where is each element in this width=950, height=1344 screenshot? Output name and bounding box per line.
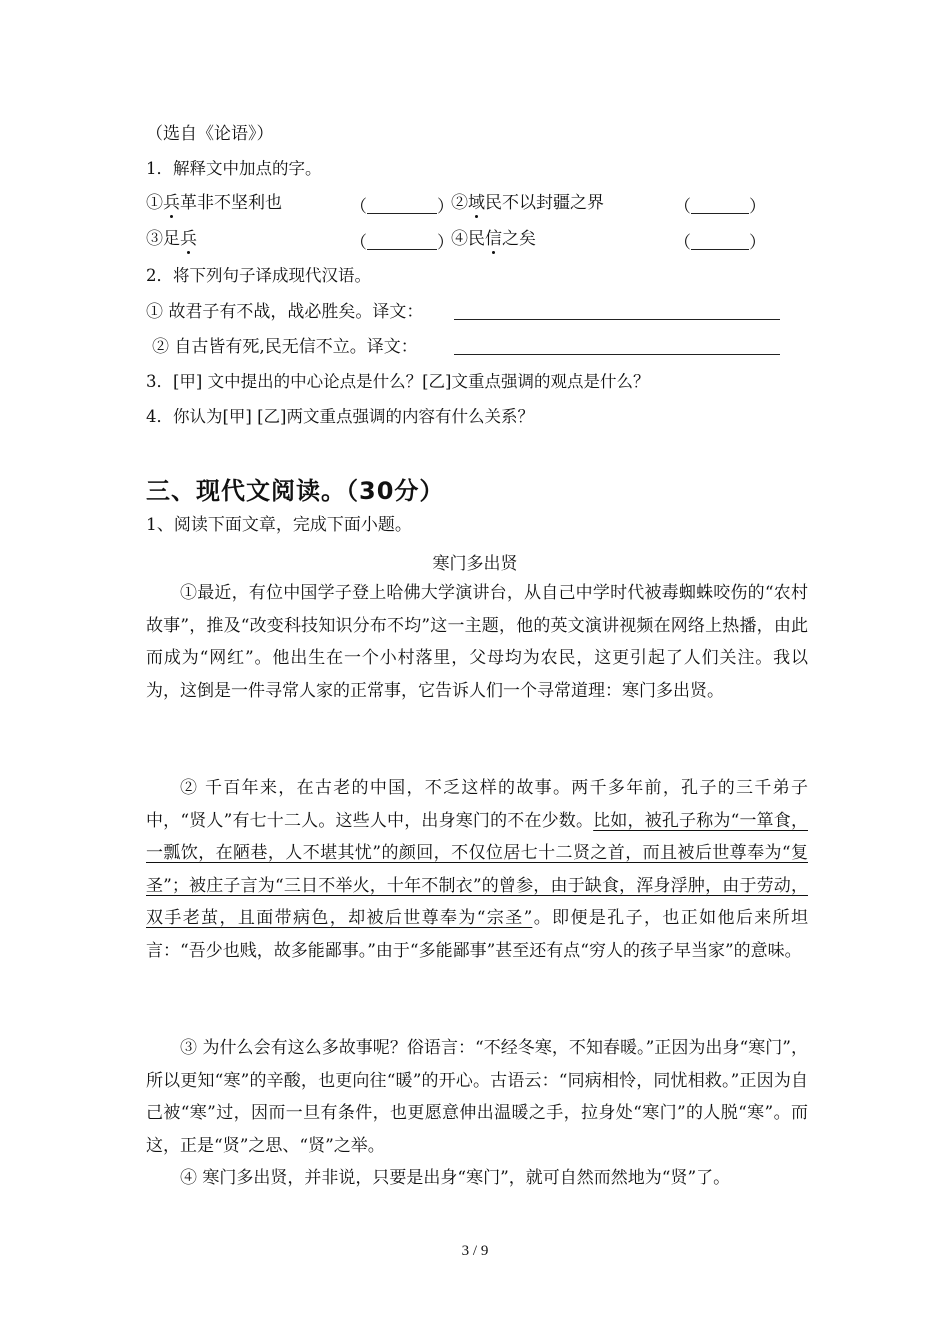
answer-blank-3[interactable]: （ ） — [350, 233, 454, 253]
paragraph-3: ③ 为什么会有这么多故事呢？俗语言：“不经冬寒，不知春暖。”正因为出身“寒门”，所以更知“寒”的辛酸，也更向往“暖”的开心。古语云：“同病相怜，同忧相救。”正因为自己被“寒”过，因而一旦有条件，也更愿意伸出温暖之手，拉身处“寒门”的人脱“寒”。而这，正是“贤”之思、“贤”之举。 — [146, 1038, 808, 1156]
answer-blank-1[interactable]: （ ） — [350, 197, 454, 217]
section-heading: 三、现代文阅读。（30分） — [146, 477, 445, 505]
question-2-text: 2．将下列句子译成现代汉语。 — [146, 266, 371, 285]
q1-item-3: ③足兵 — [146, 229, 197, 249]
dotted-char: 域 — [468, 193, 485, 213]
article-title: 寒门多出贤 — [432, 554, 518, 574]
answer-blank-4[interactable]: （ ） — [674, 233, 766, 253]
dotted-char: 兵 — [163, 193, 180, 213]
paragraph-1: ①最近，有位中国学子登上哈佛大学演讲台，从自己中学时代被毒蜘蛛咬伤的“农村故事”，推及“改变科技知识分布不均”这一主题，他的英文演讲视频在网络上热播，由此而成为“网红”。他出生在一个小村落里，父母均为农民，这更引起了人们关注。我以为，这倒是一件寻常人家的正常事，它告诉人们一个寻常道理：寒门多出贤。 — [146, 583, 808, 701]
source-note: （选自《论语》） — [146, 124, 274, 144]
q2-sentence-2: ② 自古皆有死,民无信不立。译文： — [152, 337, 418, 357]
question-3-text: 3．[甲] 文中提出的中心论点是什么？[乙]文重点强调的观点是什么？ — [146, 372, 650, 391]
translation-line-2[interactable] — [454, 354, 780, 355]
page-number: 3 / 9 — [461, 1243, 489, 1259]
dotted-char: 信 — [485, 229, 502, 249]
paragraph-2: ② 千百年来，在古老的中国，不乏这样的故事。两千多年前，孔子的三千弟子中，“贤人”有七十二人。这些人中，出身寒门的不在少数。比如，被孔子称为“一箪食，一瓢饮，在陋巷，人不堪其忧”的颜回，不仅位居七十二贤之首，而且被后世尊奉为“复圣”；被庄子言为“三日不举火，十年不制衣”的曾参，由于缺食，浑身浮肿，由于劳动，双手老茧，且面带病色，却被后世尊奉为“宗圣”。即便是孔子，也正如他后来所坦言：“吾少也贱，故多能鄙事。”由于“多能鄙事”甚至还有点“穷人的孩子早当家”的意味。 — [146, 778, 808, 961]
q2-sentence-1: ① 故君子有不战，战必胜矣。译文： — [146, 302, 424, 322]
underlined-passage: 比如，被孔子称为“一箪食，一瓢饮，在陋巷，人不堪其忧”的颜回，不仅位居七十二贤之首，而且被后世尊奉为“复圣”；被庄子言为“三日不举火，十年不制衣”的曾参，由于缺食，浑身浮肿，由于劳动，双手老茧，且面带病色，却被后世尊奉为“宗圣” — [146, 810, 808, 928]
dotted-char: 兵 — [180, 229, 197, 249]
q1-item-2: ②域民不以封疆之界 — [451, 193, 604, 213]
question-1-text: 1．解释文中加点的字。 — [146, 159, 322, 178]
answer-blank-2[interactable]: （ ） — [674, 197, 766, 217]
question-4-text: 4．你认为[甲] [乙]两文重点强调的内容有什么关系？ — [146, 407, 534, 426]
translation-line-1[interactable] — [454, 319, 780, 320]
q1-item-4: ④民信之矣 — [451, 229, 536, 249]
section-instruction: 1、阅读下面文章，完成下面小题。 — [146, 515, 412, 535]
paragraph-4: ④ 寒门多出贤，并非说，只要是出身“寒门”，就可自然而然地为“贤”了。 — [180, 1168, 731, 1188]
q1-item-1: ①兵革非不坚利也 — [146, 193, 282, 213]
